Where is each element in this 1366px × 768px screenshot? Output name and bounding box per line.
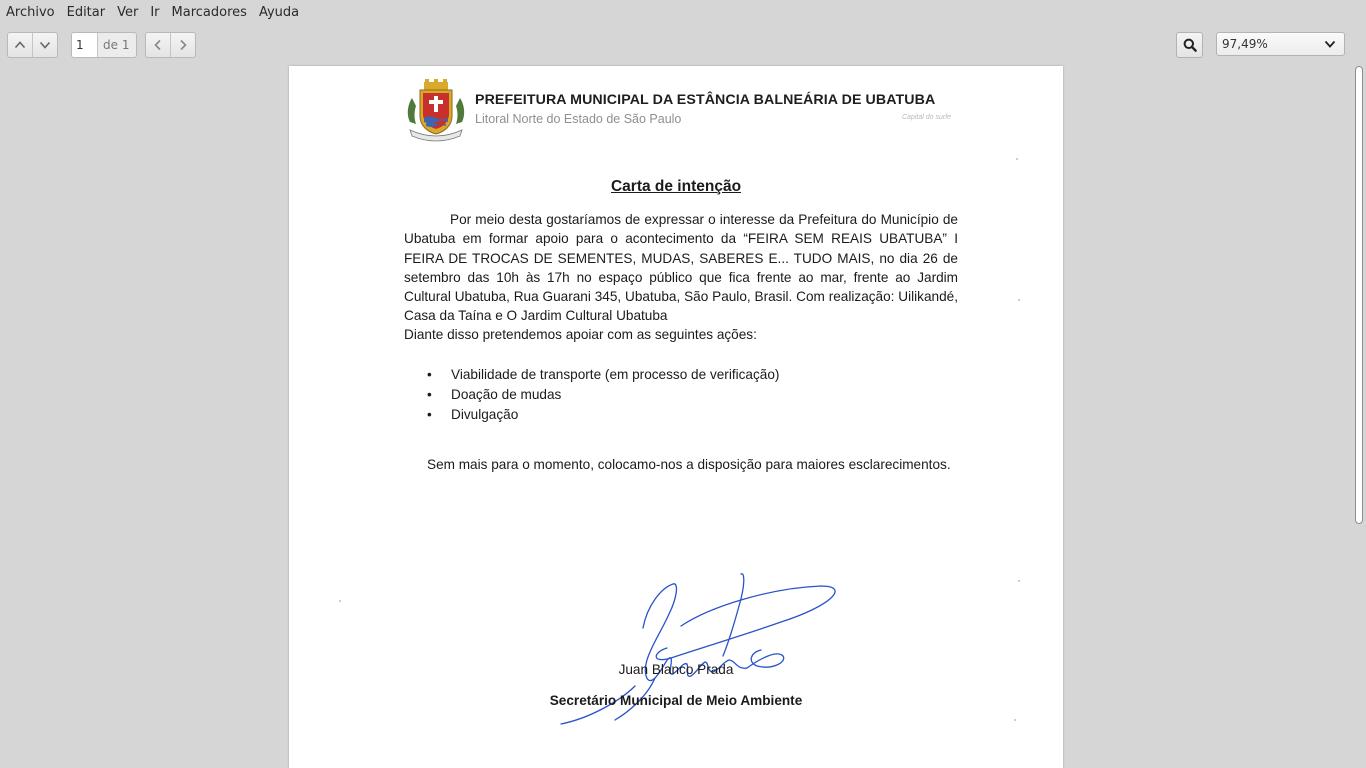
closing-paragraph: Sem mais para o momento, colocamo-nos a disposição para maiores esclarecimentos. [427, 457, 951, 472]
list-item: • Viabilidade de transporte (em processo de verificação) [427, 365, 779, 385]
page-number-input[interactable] [72, 33, 98, 57]
menu-editar[interactable]: Editar [66, 5, 106, 20]
coat-of-arms-logo [404, 78, 468, 142]
scan-speck [1014, 719, 1016, 721]
previous-page-button[interactable] [8, 33, 32, 57]
menu-marcadores[interactable]: Marcadores [171, 5, 247, 20]
forward-button[interactable] [170, 33, 195, 57]
zoom-select[interactable] [1216, 32, 1345, 56]
page-nav-group [7, 32, 58, 58]
search-button[interactable] [1176, 32, 1203, 58]
menu-bar [0, 0, 1366, 26]
chevron-left-icon [152, 39, 164, 51]
scan-speck [1018, 299, 1020, 301]
next-page-button[interactable] [32, 33, 57, 57]
chevron-down-icon [1324, 38, 1336, 50]
back-button[interactable] [146, 33, 170, 57]
search-icon [1183, 38, 1197, 52]
actions-intro: Diante disso pretendemos apoiar com as seguintes ações: [404, 327, 757, 342]
scan-speck [1018, 580, 1020, 582]
page-total-label: de 1 [103, 38, 130, 52]
letterhead-tagline: Capital do surfe [902, 114, 952, 121]
letterhead-title: PREFEITURA MUNICIPAL DA ESTÂNCIA BALNEÁRIA DE UBATUBA [475, 92, 936, 108]
menu-ir[interactable]: Ir [150, 5, 160, 20]
signer-name: Juan Blanco Prada [618, 662, 734, 677]
toolbar [0, 30, 1366, 60]
scan-speck [1016, 158, 1018, 160]
list-item: • Doação de mudas [427, 385, 779, 405]
page-indicator [71, 32, 137, 58]
zoom-value: 97,49% [1222, 37, 1268, 51]
chevron-right-icon [177, 39, 189, 51]
document-title: Carta de intenção [610, 178, 742, 195]
menu-archivo[interactable]: Archivo [6, 5, 55, 20]
scan-speck [339, 600, 341, 602]
list-item: • Divulgação [427, 405, 779, 425]
vertical-scrollbar[interactable] [1352, 66, 1366, 768]
actions-list [427, 365, 779, 425]
document-page [289, 66, 1063, 768]
chevron-down-icon [39, 39, 51, 51]
menu-ver[interactable]: Ver [117, 5, 139, 20]
scroll-thumb[interactable] [1355, 66, 1363, 524]
menu-ayuda[interactable]: Ayuda [258, 5, 300, 20]
body-paragraph: Por meio desta gostaríamos de expressar o interesse da Prefeitura do Município de Ubatuba em formar apoio para o acontecimento da “FEIRA SEM REAIS UBATUBA” I FEIRA DE TROCAS DE SEMENTES, MUDAS, SABERES E... TUDO MAIS, no dia 26 de setembro das 10h às 17h no espaço público que fica frente ao mar, frente ao Jardim Cultural Ubatuba, Rua Guarani 345, Ubatuba, São Paulo, Brasil. Com realização: Uilikandé, Casa da Taína e O Jardim Cultural Ubatuba [404, 212, 958, 324]
signer-role: Secretário Municipal de Meio Ambiente [549, 693, 803, 708]
chevron-up-icon [14, 39, 26, 51]
history-nav-group [145, 32, 196, 58]
letterhead-subtitle: Litoral Norte do Estado de São Paulo [475, 112, 682, 126]
